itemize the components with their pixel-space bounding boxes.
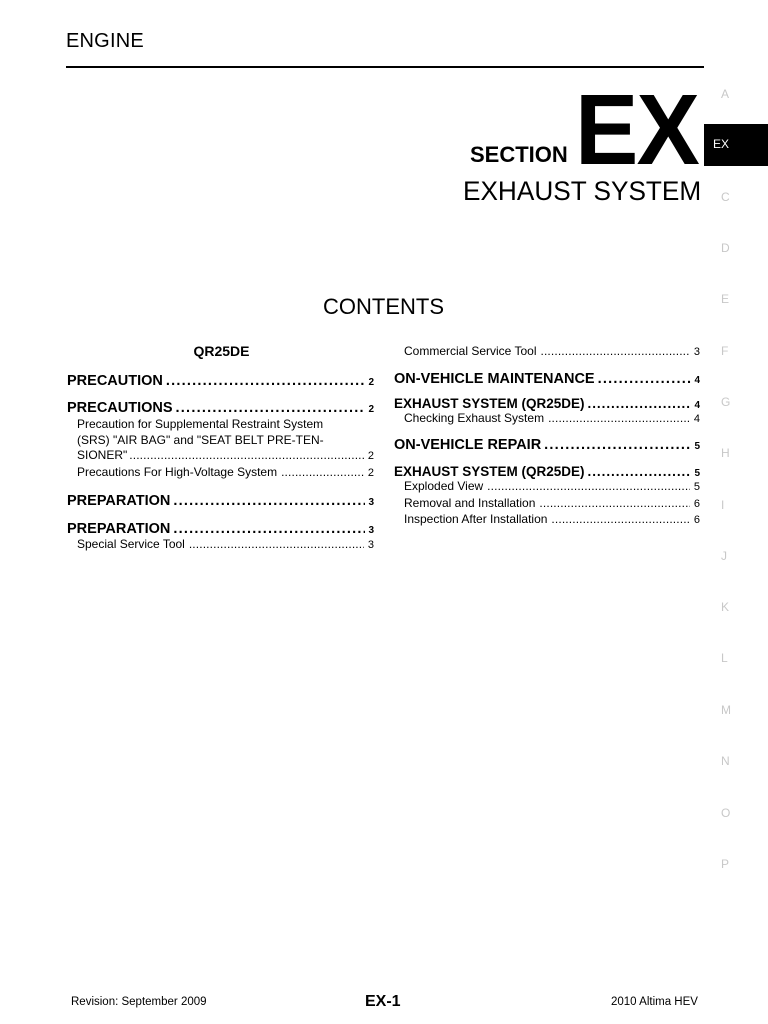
header-divider [66, 66, 704, 68]
toc-entry-title: Inspection After Installation [404, 512, 548, 526]
toc-left-column [67, 343, 374, 554]
toc-entry-title: Checking Exhaust System [404, 410, 545, 425]
contents-title: CONTENTS [323, 294, 444, 319]
toc-page-number: 5 [693, 481, 700, 493]
toc-page-number: 3 [693, 346, 700, 358]
side-tab-m[interactable]: M [721, 703, 731, 717]
toc-page-number: 2 [367, 466, 374, 479]
leader-dots [598, 371, 692, 387]
leader-dots [588, 396, 692, 411]
toc-page-number: 4 [694, 374, 700, 386]
leader-dots [281, 465, 364, 481]
toc-entry-on-vehicle-maintenance[interactable] [394, 371, 700, 387]
toc-entry-title: PREPARATION [67, 493, 171, 509]
toc-entry-removal-installation[interactable] [394, 496, 700, 513]
toc-entry-title: EXHAUST SYSTEM (QR25DE) [394, 464, 585, 479]
toc-page-number: 2 [367, 450, 374, 462]
revision-date: Revision: September 2009 [71, 996, 207, 1008]
toc-entry-inspection-after-installation[interactable] [394, 512, 700, 529]
toc-entry-title: ON-VEHICLE MAINTENANCE [394, 370, 595, 387]
toc-entry-precaution[interactable] [67, 373, 374, 389]
side-tab-d[interactable]: D [721, 241, 730, 255]
leader-dots [544, 437, 691, 453]
side-tab-j[interactable]: J [721, 549, 727, 563]
leader-dots [548, 411, 690, 427]
side-tab-p[interactable]: P [721, 857, 730, 871]
toc-page-number: 3 [368, 497, 374, 508]
toc-entry-title-last-line [77, 448, 374, 465]
section-name: EXHAUST SYSTEM [463, 176, 702, 206]
toc-entry-exploded-view[interactable] [394, 479, 700, 496]
leader-dots [166, 373, 366, 389]
toc-entry-title: Exploded View [404, 479, 484, 493]
page-id: EX-1 [365, 993, 401, 1010]
toc-entry-special-service-tool[interactable] [67, 537, 374, 554]
side-tab-o[interactable]: O [721, 806, 731, 820]
leader-dots [541, 344, 690, 360]
toc-entry-commercial-service-tool[interactable] [394, 344, 700, 361]
side-tab-a[interactable]: A [721, 87, 730, 101]
toc-page-number: 2 [368, 377, 374, 388]
toc-page-number: 2 [368, 404, 374, 415]
toc-entry-on-vehicle-repair[interactable] [394, 437, 700, 453]
toc-entry-precautions[interactable] [67, 400, 374, 416]
toc-page-number: 5 [694, 441, 700, 452]
leader-dots [173, 521, 365, 537]
side-tab-i[interactable]: I [721, 498, 725, 512]
toc-page-number: 5 [694, 468, 700, 479]
section-label: SECTION [470, 142, 568, 167]
leader-dots [588, 464, 692, 479]
leader-dots [487, 479, 690, 495]
side-tab-n[interactable]: N [721, 754, 730, 768]
toc-entry-checking-exhaust-system[interactable] [394, 411, 700, 428]
toc-entry-title: Special Service Tool [77, 537, 185, 551]
toc-entry-exhaust-system-2[interactable] [394, 464, 700, 479]
side-tab-k[interactable]: K [721, 600, 730, 614]
toc-entry-title: Commercial Service Tool [404, 344, 537, 358]
side-tab-f[interactable]: F [721, 344, 729, 358]
toc-entry-title: Removal and Installation [404, 495, 536, 510]
side-tab-h[interactable]: H [721, 446, 730, 460]
toc-entry-title-line: SIONER" [77, 448, 128, 462]
toc-entry-title: PREPARATION [67, 521, 171, 537]
toc-entry-title: ON-VEHICLE REPAIR [394, 437, 542, 453]
toc-page-number: 3 [368, 525, 374, 536]
toc-page-number: 4 [693, 412, 700, 425]
toc-page-number: 3 [367, 539, 374, 551]
leader-dots [176, 400, 366, 416]
leader-dots [173, 493, 365, 509]
side-tab-l[interactable]: L [721, 651, 728, 665]
toc-page-number: 6 [693, 514, 700, 526]
side-tab-e[interactable]: E [721, 292, 730, 306]
vehicle-model: 2010 Altima HEV [611, 996, 698, 1008]
toc-entry-exhaust-system-1[interactable] [394, 396, 700, 411]
toc-entry-title: PRECAUTION [67, 373, 163, 389]
toc-entry-title-line: Precaution for Supplemental Restraint System [77, 417, 324, 431]
leader-dots [129, 448, 366, 464]
side-tab-g[interactable]: G [721, 395, 731, 409]
leader-dots [539, 496, 689, 512]
leader-dots [551, 512, 689, 528]
toc-page-number: 4 [694, 399, 700, 411]
toc-page-number: 6 [693, 497, 700, 510]
toc-right-column [394, 343, 700, 529]
side-tab-ex-active[interactable]: EX [713, 137, 730, 151]
side-tab-c[interactable]: C [721, 190, 730, 204]
section-code: EX [575, 74, 698, 186]
leader-dots [189, 537, 364, 553]
engine-variant-heading: QR25DE [193, 343, 250, 359]
toc-entry-title: Precautions For High-Voltage System [77, 464, 278, 479]
toc-entry-title-line: (SRS) "AIR BAG" and "SEAT BELT PRE-TEN- [77, 432, 324, 447]
toc-entry-srs-precaution[interactable] [67, 417, 374, 465]
toc-entry-title: PRECAUTIONS [67, 400, 173, 416]
toc-entry-high-voltage[interactable] [67, 465, 374, 482]
manual-part-title: ENGINE [66, 30, 144, 52]
toc-entry-preparation-chapter[interactable] [67, 493, 374, 509]
toc-entry-preparation[interactable] [67, 521, 374, 537]
toc-entry-title: EXHAUST SYSTEM (QR25DE) [394, 395, 585, 411]
